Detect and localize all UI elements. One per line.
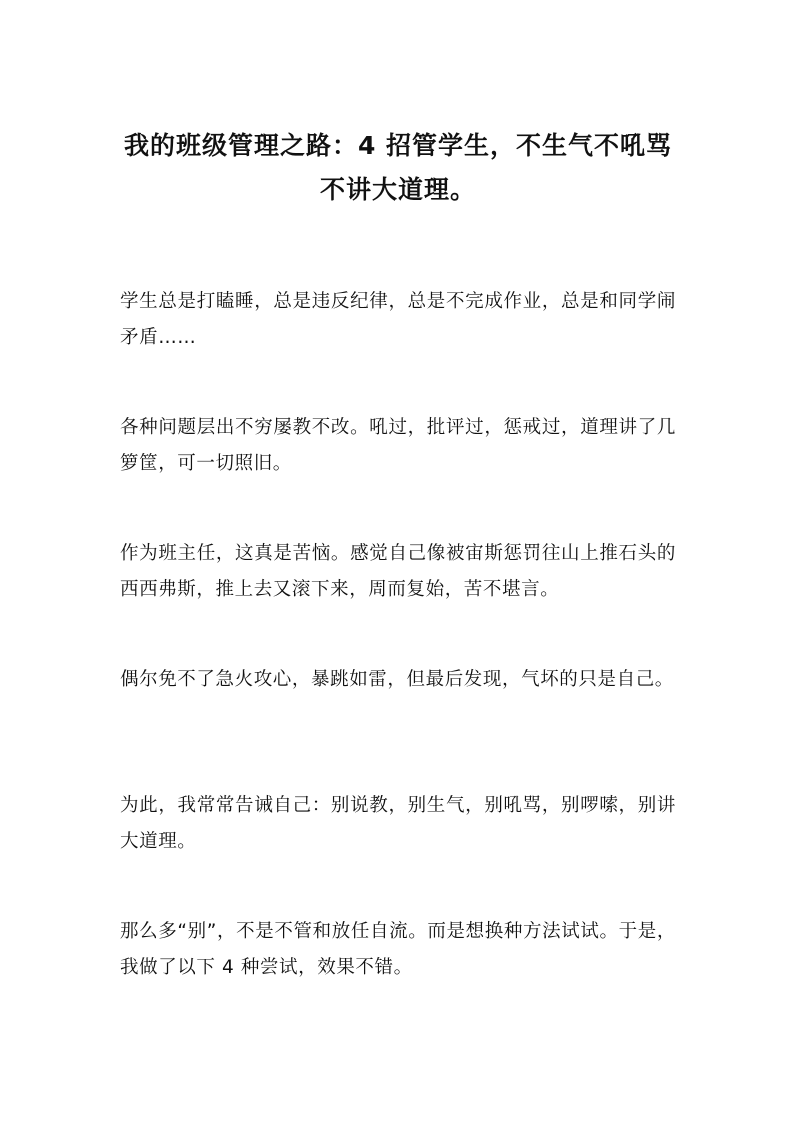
paragraph: 作为班主任，这真是苦恼。感觉自己像被宙斯惩罚往山上推石头的西西弗斯，推上去又滚下来，周而复始，苦不堪言。 [120,543,676,600]
document-title: 我的班级管理之路：4 招管学生，不生气不吼骂不讲大道理。 [123,131,673,204]
paragraph: 各种问题层出不穷屡教不改。吼过，批评过，惩戒过，道理讲了几箩筐，可一切照旧。 [120,417,676,474]
paragraph: 偶尔免不了急火攻心，暴跳如雷，但最后发现，气坏的只是自己。 [120,669,674,690]
paragraph: 为此，我常常告诫自己：别说教，别生气，别吼骂，别啰嗦，别讲大道理。 [120,795,676,852]
paragraph: 学生总是打瞌睡，总是违反纪律，总是不完成作业，总是和同学闹矛盾…… [120,291,676,348]
paragraph: 那么多“别”，不是不管和放任自流。而是想换种方法试试。于是，我做了以下 4 种尝试，效果不错。 [120,921,676,978]
